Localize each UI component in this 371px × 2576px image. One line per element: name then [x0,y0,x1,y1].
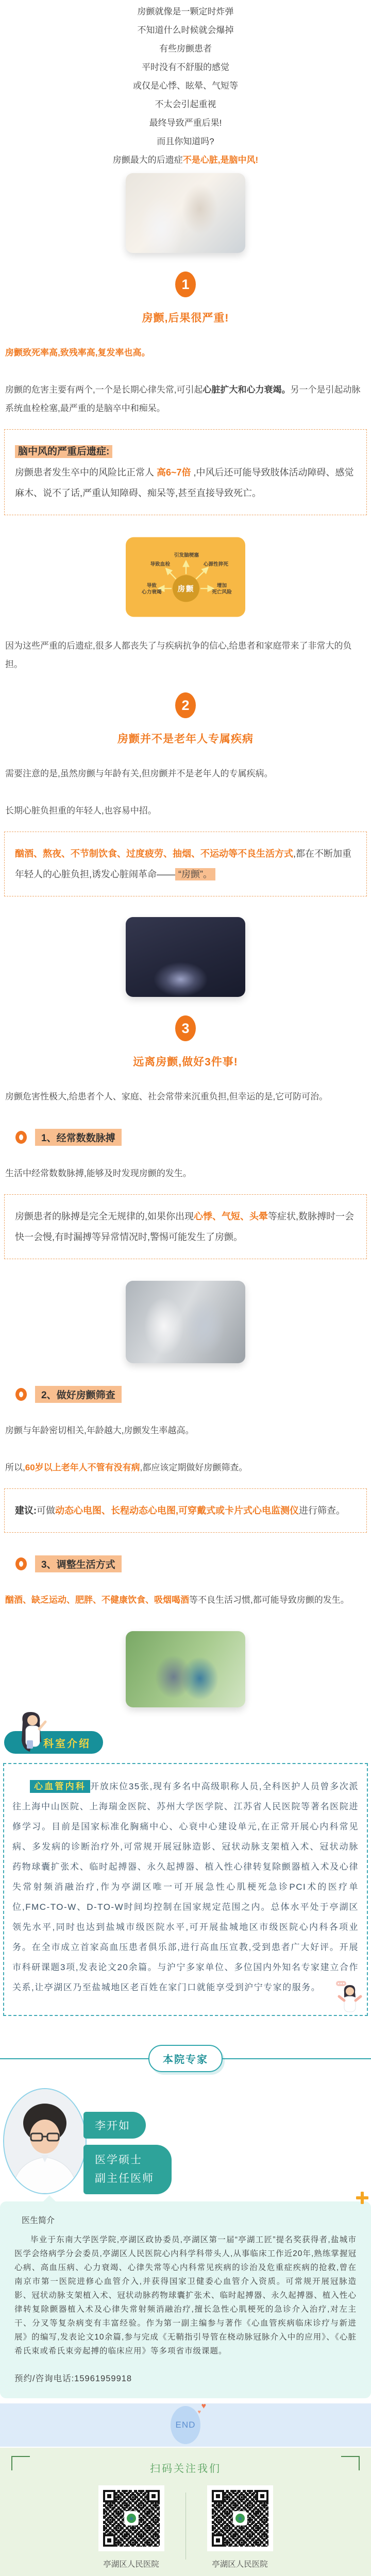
follow-title: 扫码关注我们 [150,2463,221,2475]
doctor-illustration-icon [333,1980,363,2014]
section-2-paragraph: 需要注意的是,虽然房颤与年龄有关,但房颤并不是老年人的专属疾病。 [5,769,273,778]
section-1-title: 房颤,后果很严重! [142,312,229,324]
experts-divider-badge: 本院专家 [148,2045,223,2072]
subscription-account-column [77,2485,185,2576]
end-badge: END ♥ ♥ [171,2406,200,2444]
booking-phone: 预约/咨询电话:15961959918 [14,2374,132,2383]
pulse-check-box: 房颤患者的脉搏是完全无规律的,如果你出现心悸、气短、头晕等症状,数脉搏时一会快一会慢,有时漏搏等异常情况时,警惕可能发生了房颤。 [4,1194,367,1259]
section-2-number-badge: 2 [175,692,196,718]
corner-bracket [11,2456,30,2470]
expert-name-pill: 李开如 [83,2112,146,2139]
diagram-node-left-1: 导致 [146,583,157,589]
female-doctor-illustration-icon [15,1710,49,1754]
section-2-title: 房颤并不是老年人专属疾病 [117,733,254,745]
af-highlight: “房颤”。 [175,868,215,880]
expert-titles-pill: 医学硕士 副主任医师 [83,2145,172,2194]
department-intro-badge: 科室介绍 [4,1731,103,1754]
diagram-node-left-2: 心力衰竭 [141,589,162,595]
tip-1-subhead: 1、经常数数脉搏 [15,1129,371,1146]
photo-doctor-comforting-patient [126,173,245,253]
intro-line-emphasis: 房颤最大的后遗症不是心脏,是脑中风! [112,155,259,165]
hospital-logo-icon [124,2511,139,2526]
intro-line: 房颤就像是一颗定时炸弹 [137,7,234,16]
ring-bullet-icon [15,1131,27,1144]
ring-bullet-icon [15,1557,27,1570]
af-risk-diagram [126,536,245,618]
doctor-bio-card [0,2201,371,2398]
doctor-bio-text: 毕业于东南大学医学院,亭湖区政协委员,亭湖区第一届“亭湖工匠”提名奖获得者,盐城市医学会络病学分会委员,亭湖区人民医院心内科学科带头人,从事临床工作近20年,熟练掌握冠心病、高血压病、心力衰竭、心律失常等心内科常见疾病的诊治及危重症疾病的抢救,曾在南京市第一医院进修心血管介入,并获得国家卫健委心血管介入资质。可常规开展冠脉造影、冠状动脉支架植入术、冠状动脉药物球囊扩张术、临时起搏器、永久起搏器、植入性心律转复除颤器植入术及心律失常射频消融治疗,擅长急性心肌梗死的急诊介入治疗,对左主干、分叉等复杂病变有丰富经验。作为第一副主编参与著作《心血管疾病临床诊疗与新进展》的编写,发表论文10余篇,参与完成《无鞘指引导管在桡动脉冠脉介入中的应用》、《心脏希氏束或希氏束旁起搏的临床应用》等多项省市级课题。 [14,2235,357,2355]
intro-line: 有些房颤患者 [159,44,212,54]
section-3-title: 远离房颤,做好3件事! [133,1056,238,1068]
section-1-lead: 房颤致死率高,致残率高,复发率也高。 [5,348,150,358]
tip-3-subhead: 3、调整生活方式 [15,1555,371,1572]
tip-2-paragraph: 所以,60岁以上老年人不管有没有病,都应该定期做好房颤筛查。 [5,1463,248,1472]
intro-line: 不知道什么时候就会爆掉 [137,25,234,35]
diagram-node-upper-left: 导致血栓 [150,561,171,567]
bio-card-title: 医生简介 [22,2216,55,2225]
plus-decoration-icon [356,2191,369,2205]
subscription-qr-code [98,2485,164,2551]
diagram-node-right-2: 死亡风险 [212,589,232,595]
heart-icon: ♥ [197,2409,201,2415]
section-1-paragraph: 房颤的危害主要有两个,一个是长期心律失常,可引起心脏扩大和心力衰竭。另一个是引起动脉系统血栓栓塞,最严重的是脑卒中和痴呆。 [5,385,361,413]
expert-avatar [3,2088,87,2194]
end-band [0,2403,371,2447]
section-2-paragraph: 长期心脏负担重的年轻人,也容易中招。 [5,806,157,816]
box-highlight-title: 脑中风的严重后遗症: [15,445,112,458]
service-qr-label: 亭湖区人民医院 [212,2560,268,2569]
qr-row [0,2485,371,2576]
section-1-closing-paragraph: 因为这些严重的后遗症,很多人都丧失了与疾病抗争的信心,给患者和家庭带来了非常大的负担。 [5,641,352,669]
intro-line: 而且你知道吗? [157,137,214,146]
hospital-logo-icon [233,2511,247,2526]
lifestyle-risk-box: 酗酒、熬夜、不节制饮食、过度疲劳、抽烟、不运动等不良生活方式,都在不断加重年轻人的心脏负担,诱发心脏闹革命—— “房颤”。 [4,832,367,896]
section-1-number-badge: 1 [175,272,196,297]
intro-line: 或仅是心悸、眩晕、气短等 [133,81,238,91]
experts-divider [0,2044,371,2074]
stroke-consequence-box: 脑中风的严重后遗症: 房颤患者发生卒中的风险比正常人 高6~7倍 ,中风后还可能导致肢体活动障碍、感觉麻木、说不了话,严重认知障碍、痴呆等,甚至直接导致死亡。 [4,429,367,515]
intro-verse [0,0,371,165]
section-3-number-badge: 3 [175,1015,196,1041]
section-3-paragraph: 房颤危害性极大,给患者个人、家庭、社会常带来沉重负担,但幸运的是,它可防可治。 [5,1092,328,1101]
service-qr-code [207,2485,273,2551]
photo-doctor-stethoscope-exam [126,1281,245,1363]
photo-couple-jogging [126,1631,245,1707]
tip-2-paragraph: 房颤与年龄密切相关,年龄越大,房颤发生率越高。 [5,1426,194,1435]
follow-section [0,2448,371,2576]
photo-late-night-phone-in-bed [126,917,245,997]
tip-3-paragraph: 酗酒、缺乏运动、肥胖、不健康饮食、吸烟喝酒等不良生活习惯,都可能导致房颤的发生。 [5,1595,349,1605]
tip-1-paragraph: 生活中经常数数脉搏,能够及时发现房颤的发生。 [5,1168,192,1178]
diagram-node-right-1: 增加 [216,583,227,589]
expert-profile [0,2087,371,2196]
diagram-node-top: 引发脑梗塞 [174,552,199,558]
ring-bullet-icon [15,1388,27,1401]
intro-line: 平时没有不舒服的感觉 [142,62,229,72]
department-name-highlight: 心血管内科 [30,1780,90,1793]
department-intro-box: 心血管内科 开放床位35张,现有多名中高级职称人员,全科医护人员曾多次派往上海中山医院、上海瑞金医院、苏州大学医学院、江苏省人民医院等著名医院进修学习。目前是国家标准化胸痛中心、心衰中心建设单元,在正常开展心内科常见病、多发病的诊断治疗外,可常规开展冠脉造影、冠状动脉支架植入术、冠状动脉药物球囊扩张术、临时起搏器、永久起搏器、植入性心律转复除颤器植入术及心律失常射频消融治疗,作为亭湖区唯一可开展急性心肌梗死急诊PCI术的医疗单位,FMC-TO-W、D-TO-W时间均控制在国家规定范围之内。总体水平处于亭湖区领先水平,同时也达到盐城市级医院水平,可开展盐城地区市级医院心内科各项业务。在全市成立首家高血压患者俱乐部,进行高血压宣教,受到患者广大好评。开展市科研课题3项,发表论文20余篇。与沪宁多家单位、多位国内外知名专家建立合作关系,让亭湖区乃至盐城地区老百姓在家门口就能享受到沪宁专家的服务。 [3,1763,368,2016]
intro-line: 最终导致严重后果! [149,118,222,128]
corner-bracket [341,2456,360,2470]
tip-2-subhead: 2、做好房颤筛查 [15,1386,371,1403]
diagram-center-label: 房颤 [177,585,195,594]
intro-line: 不太会引起重视 [155,99,216,109]
subscription-qr-label: 亭湖区人民医院 [103,2560,159,2569]
diagram-node-upper-right: 心源性猝死 [203,561,229,567]
heart-icon: ♥ [201,2402,207,2411]
screening-advice-box: 建议:可做动态心电图、长程动态心电图,可穿戴式或卡片式心电监测仪进行筛查。 [4,1488,367,1533]
service-account-column [186,2485,294,2576]
